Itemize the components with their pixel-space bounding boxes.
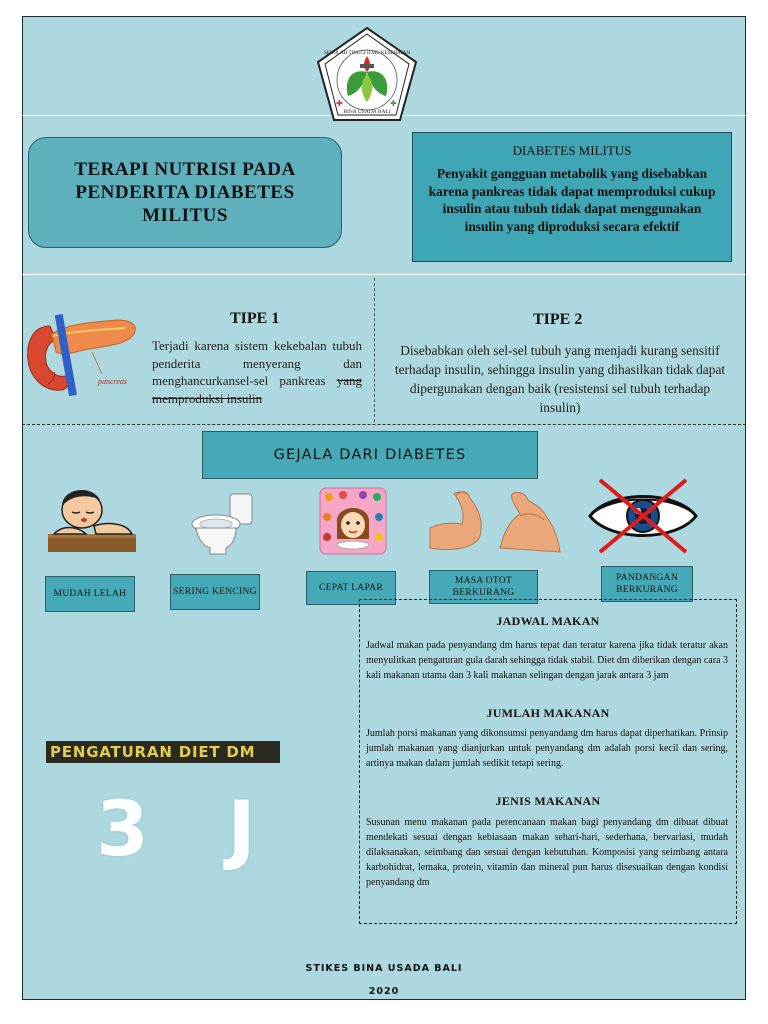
big-3j-text: 3 J <box>96 784 282 873</box>
pancreas-illustration <box>22 312 142 402</box>
symptom-label-pandangan: PANDANGAN BERKURANG <box>601 566 693 602</box>
pancreas-label: pancreas <box>98 377 128 386</box>
vertical-divider <box>374 278 375 422</box>
gejala-heading: GEJALA DARI DIABETES <box>273 447 467 463</box>
diet-label <box>46 741 280 763</box>
jenis-text: Susunan menu makanan pada perencanaan makan bagi penyandang dm dibuat dibuat mendekati sesuai dengan kebiasaan makan sehari-hari, sederhana, bervariasi, mudah dilaksanakan, seimbang dan sesuai dengan kebutuhan. Komposisi yang seimbang antara karbohidrat, lemaka, protein, vitamin dan mineral pun harus disesuaikan dengan kondisi penyandang dm <box>366 817 728 888</box>
tipe1-text: Terjadi karena sistem kekebalan tubuh penderita menyerang dan menghancurkansel-sel pankreas <box>152 338 362 388</box>
toilet-icon <box>190 490 256 558</box>
definition-box <box>412 132 732 262</box>
definition-heading: DIABETES MILITUS <box>512 143 632 158</box>
logo-bottom-text: BINA USADA BALI <box>343 109 391 115</box>
hungry-girl-icon <box>319 487 387 555</box>
logo-ring-text: SEKOLAH TINGGI ILMU KESEHATAN <box>323 51 411 56</box>
diet-label-text: PENGATURAN DIET DM <box>50 743 256 761</box>
muscle-arms-icon <box>428 486 562 558</box>
footer-year: 2020 <box>368 986 400 997</box>
title-box <box>28 137 342 248</box>
svg-text:✚: ✚ <box>390 99 397 108</box>
symptom-label-cepat-lapar: CEPAT LAPAR <box>306 571 396 605</box>
svg-text:✚: ✚ <box>336 99 343 108</box>
symptom-label-sering-kencing: SERING KENCING <box>170 574 260 610</box>
horizontal-divider <box>22 424 746 425</box>
tipe1-text-block <box>152 337 362 407</box>
crossed-eye-icon <box>586 476 700 556</box>
tipe2-text: Disebabkan oleh sel-sel tubuh yang menjadi kurang sensitif terhadap insulin, sehingga insulin yang dihasilkan tidak dapat dipergunakan dengan baik (resistensi sel tubuh terhadap insulin) <box>394 343 726 415</box>
symptom-label-mudah-lelah: MUDAH LELAH <box>45 576 135 612</box>
page-title: TERAPI NUTRISI PADA PENDERITA DIABETES MILITUS <box>74 159 296 226</box>
tipe1-text-struck: yang memproduksi insulin <box>152 373 362 406</box>
jumlah-heading: JUMLAH MAKANAN <box>486 706 610 720</box>
tipe1-heading: TIPE 1 <box>230 310 280 327</box>
stikes-logo <box>312 24 422 126</box>
symptom-label-masa-otot: MASA OTOT BERKURANG <box>429 570 538 604</box>
jadwal-text: Jadwal makan pada penyandang dm harus tepat dan teratur karena jika tidak teratur akan menyulitkan pengaturan gula darah sehingga tidak stabil. Diet dm diberikan dengan cara 3 kali makanan utama dan 3 kali makanan selingan dengan jarak antara 3 jam <box>366 640 728 681</box>
footer-institution: STIKES BINA USADA BALI <box>305 963 463 974</box>
jumlah-text: Jumlah porsi makanan yang dikonsumsi penyandang dm harus dapat diperhatikan. Prinsip jumlah makanan yang dianjurkan untuk penyandang dm adalah porsi kecil dan sering, artinya makan dalam jumlah sedikit tetapi sering. <box>366 728 728 769</box>
jenis-heading: JENIS MAKANAN <box>495 794 601 808</box>
jadwal-heading: JADWAL MAKAN <box>496 614 600 628</box>
tipe2-heading: TIPE 2 <box>533 311 583 328</box>
gejala-heading-box <box>202 431 538 479</box>
definition-text: Penyakit gangguan metabolik yang disebabkan karena pankreas tidak dapat memproduksi cukup insulin atau tubuh tidak dapat menggunakan insulin yang diproduksi secara efektif <box>428 166 716 234</box>
sleeping-person-icon <box>46 482 138 558</box>
